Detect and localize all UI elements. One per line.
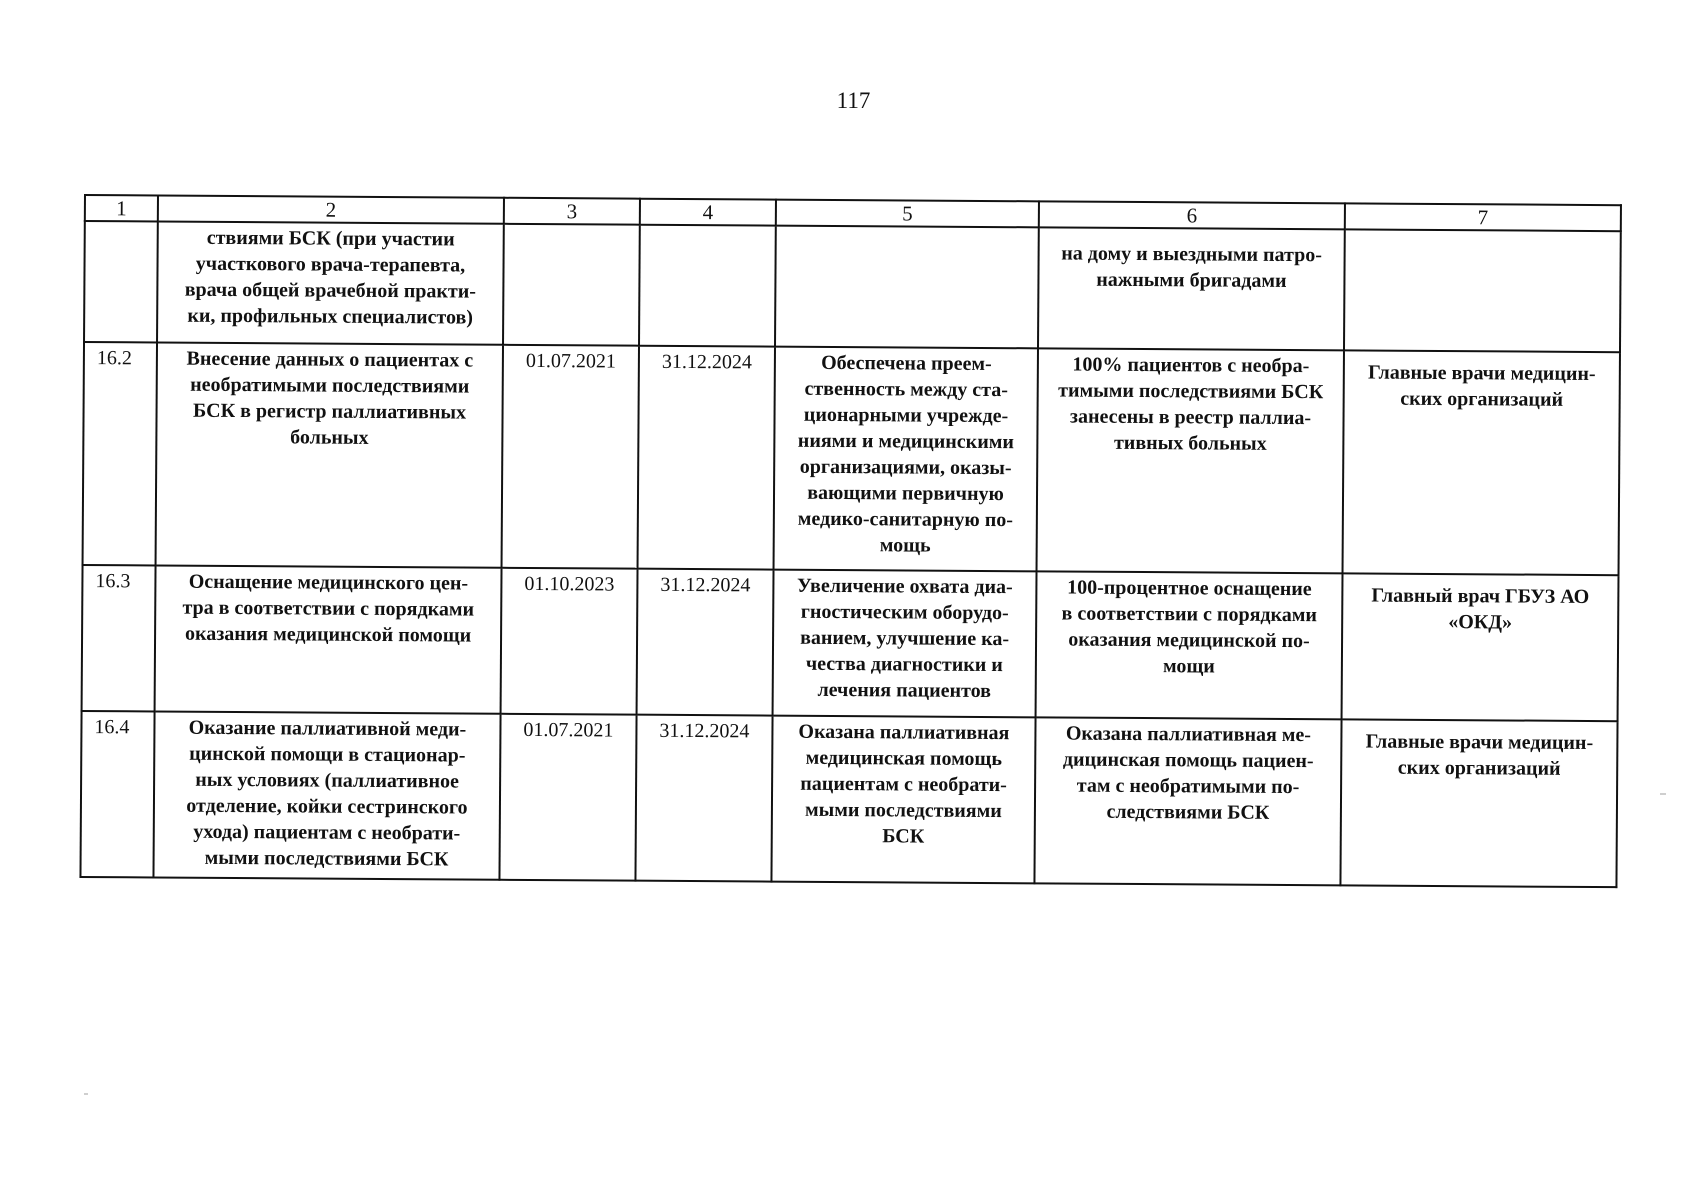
activity-name: Оказание паллиативной меди- цинской помощи в стационар- ных условиях (паллиативное отделение, койки сестринского ухода) пациентам с необрати- мыми последствиями БСК [153,711,500,879]
responsible-person: Главный врач ГБУЗ АО «ОКД» [1342,573,1619,721]
row-number: 16.2 [83,342,157,565]
row-number: 16.3 [82,565,156,711]
row-number [84,221,158,342]
control-indicator: 100% пациентов с необра- тимыми последствиями БСК занесены в реестр паллиа- тивных больных [1037,348,1344,573]
page-number: 117 [836,88,871,113]
activity-name: Внесение данных о пациентах с необратимыми последствиями БСК в регистр паллиативных больных [156,342,503,567]
column-header-3: 3 [504,198,640,225]
responsible-person: Главные врачи медицин- ских организаций [1343,350,1620,575]
row-number: 16.4 [80,711,154,877]
column-header-7: 7 [1345,203,1621,231]
column-header-6: 6 [1039,201,1345,229]
control-indicator: на дому и выездными патро- нажными бригадами [1038,227,1345,350]
expected-result: Увеличение охвата диа- гностическим оборудо- ванием, улучшение ка- чества диагностики и лечения пациентов [773,570,1037,718]
activity-name: ствиями БСК (при участии участкового врача-терапевта, врача общей врачебной практи- ки, профильных специалистов) [157,221,504,344]
start-date: 01.10.2023 [501,568,638,715]
end-date: 31.12.2024 [635,715,772,882]
table-row [84,221,1621,352]
activities-table [79,194,1622,888]
end-date: 31.12.2024 [637,569,774,716]
start-date: 01.07.2021 [502,345,639,569]
control-indicator: Оказана паллиативная ме- дицинская помощь пациен- там с необратимыми по- следствиями БСК [1034,717,1341,885]
expected-result [775,226,1039,349]
expected-result: Обеспечена преем- ственность между ста- ционарными учрежде- ниями и медицинскими организациями, оказы- вающими первичную медико-санитарную по- мощь [774,347,1038,572]
column-header-4: 4 [640,199,776,226]
table-row [82,565,1619,721]
end-date [639,225,776,347]
control-indicator: 100-процентное оснащение в соответствии с порядками оказания медицинской по- мощи [1036,571,1343,719]
responsible-person: Главные врачи медицин- ских организаций [1340,719,1617,887]
start-date [503,224,640,346]
scan-speck [1660,793,1666,795]
table-row [83,342,1620,575]
column-header-5: 5 [776,200,1039,228]
responsible-person [1344,229,1621,352]
scan-speck [84,1093,88,1095]
column-header-2: 2 [158,195,504,223]
end-date: 31.12.2024 [638,346,775,570]
expected-result: Оказана паллиативная медицинская помощь пациентам с необрати- мыми последствиями БСК [771,716,1035,884]
table-row [80,711,1617,887]
start-date: 01.07.2021 [499,714,636,881]
column-header-1: 1 [85,195,158,221]
activity-name: Оснащение медицинского цен- тра в соответствии с порядками оказания медицинской помощи [155,565,502,713]
